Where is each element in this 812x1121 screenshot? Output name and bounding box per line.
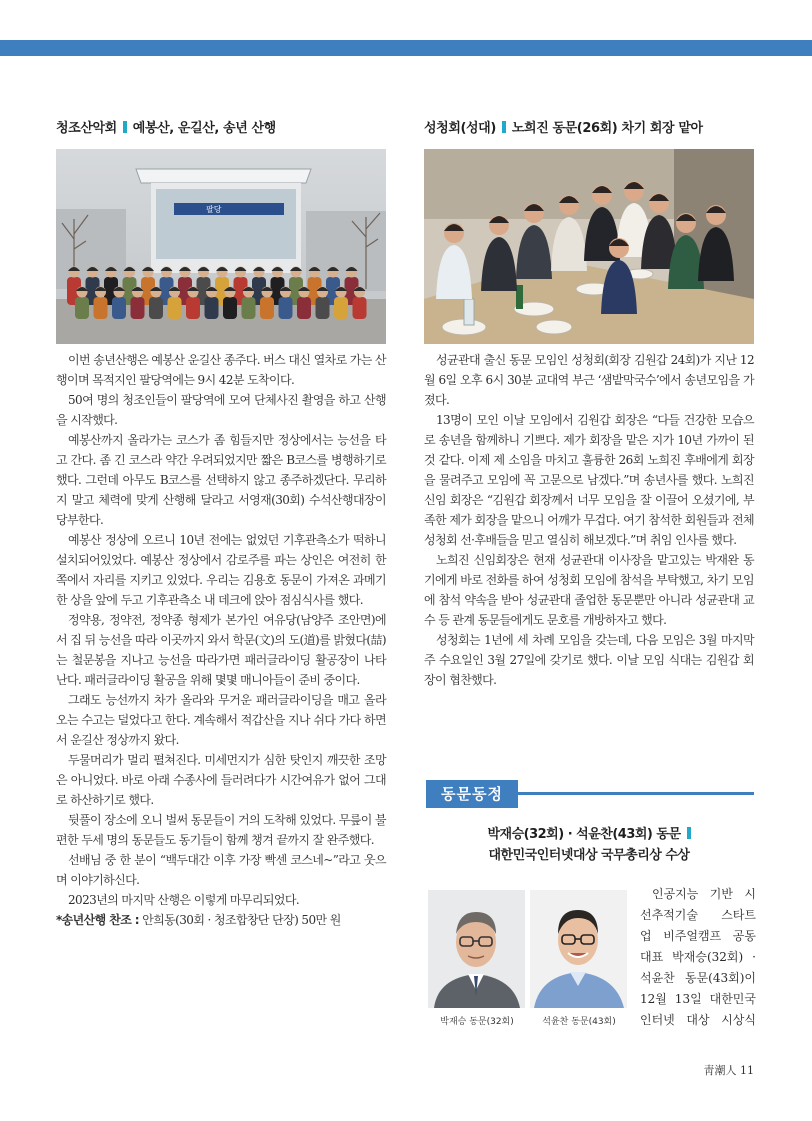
portrait-seok-yunchan xyxy=(530,890,627,1008)
paragraph: 두물머리가 멀리 펼쳐진다. 미세먼지가 심한 탓인지 깨끗한 조망은 아니었다. 바로 아래 수종사에 들러려다가 시간여유가 없어 그대로 하산하기로 했다. xyxy=(56,753,386,807)
section-rule xyxy=(518,792,754,795)
left-title: 예봉산, 운길산, 송년 산행 xyxy=(132,121,276,136)
left-group-name: 청조산악회 xyxy=(56,121,117,136)
paragraph: 13명이 모인 이날 모임에서 김원갑 회장은 “다들 건강한 모습으로 송년을 함께하니 기쁘다. 제가 회장을 맡은 지가 10년 가까이 된 것 같다. 이제 제 소임을 마치고 훌륭한 26회 노희진 후배에게 회장을 물려주고 모임에 꼭 고문으로 남겠다.”며 송년사를 했다. 노희진 신임 회장은 “김원갑 회장께서 너무 모임을 잘 이끌어 오셨기에, 부족한 제가 회장을 맡으니 어깨가 무겁다. 여기 참석한 회원들과 전체 성청회 선·후배들을 믿고 열심히 해보겠다.”며 취임 인사를 했다. xyxy=(424,413,754,547)
sponsor-note xyxy=(56,910,386,930)
restaurant-group-photo xyxy=(424,149,754,344)
alumni-news-section-header xyxy=(424,780,754,808)
paragraph: 선배님 중 한 분이 “백두대간 이후 가장 빡센 코스네~”라고 웃으며 이야기하신다. xyxy=(56,853,386,887)
news-body-line: 대표 박재승(32회) · xyxy=(640,950,756,964)
alumni-news-body xyxy=(640,884,756,1031)
paragraph: 노희진 신임회장은 현재 성균관대 이사장을 맡고있는 박재완 동기에게 바로 전화를 하여 성청회 모임에 참석을 부탁했고, 차기 모임에 참석 약속을 받아 성균관대 졸업한 동문뿐만 아니라 성균관대 교수 등 관계 동문들에게도 문호를 개방하자고 했다. xyxy=(424,553,754,627)
page-number: 靑潮人 11 xyxy=(703,1064,754,1077)
portrait-park-jaeseung xyxy=(428,890,525,1008)
right-headline xyxy=(424,118,754,140)
right-article-body xyxy=(424,350,754,690)
right-article xyxy=(424,118,754,690)
caption-park: 박재승 동문(32회) xyxy=(440,1017,514,1027)
sponsor-text: 안희동(30회 · 청조합창단 단장) 50만 원 xyxy=(138,913,341,927)
paragraph: 이번 송년산행은 예봉산 운길산 종주다. 버스 대신 열차로 가는 산행이며 목적지인 팔당역에는 9시 42분 도착이다. xyxy=(56,353,386,387)
section-label: 동문동정 xyxy=(426,780,518,808)
paragraph: 뒷풀이 장소에 오니 벌써 동문들이 거의 도착해 있었다. 무릎이 불편한 두세 명의 동문들도 동기들이 함께 챙겨 끝까지 잘 완주했다. xyxy=(56,813,386,847)
headline-marker xyxy=(687,827,691,839)
news-body-line: 인터넷 대상 시상식 xyxy=(640,1013,756,1027)
paragraph: 성균관대 출신 동문 모임인 성청회(회장 김원갑 24회)가 지난 12월 6일 오후 6시 30분 교대역 부근 ‘샘밭막국수’에서 송년모임을 가졌다. xyxy=(424,353,754,407)
left-article-body xyxy=(56,350,386,930)
top-color-bar xyxy=(0,40,812,56)
news-body-line: 업 비주얼캠프 공동 xyxy=(640,929,756,943)
paragraph: 성청회는 1년에 세 차례 모임을 갖는데, 다음 모임은 3월 마지막주 수요일인 3월 27일에 갖기로 했다. 이날 모임 식대는 김원갑 회장이 협찬했다. xyxy=(424,633,754,687)
news-body-line: 석윤찬 동문(43회)이 xyxy=(640,971,756,985)
left-article xyxy=(56,118,386,930)
news-body-line: 12월 13일 대한민국 xyxy=(640,992,756,1006)
paragraph: 2023년의 마지막 산행은 이렇게 마무리되었다. xyxy=(68,893,300,907)
paragraph: 예봉산까지 올라가는 코스가 좀 힘들지만 정상에서는 능선을 타고 간다. 좀 긴 코스라 약간 우려되었지만 짧은 B코스를 병행하기로 했다. 그런데 아무도 B코스를 선택하지 않고 종주하겠단다. 무리하지 말고 체력에 맞게 산행해 달라고 서영재(30회) 수석산행대장이 당부한다. xyxy=(56,433,386,527)
caption-seok: 석윤찬 동문(43회) xyxy=(542,1017,616,1027)
sponsor-label: *송년산행 찬조 : xyxy=(56,913,139,927)
paragraph: 정약용, 정약전, 정약종 형제가 본가인 여유당(남양주 조안면)에서 집 뒤 능선을 따라 이곳까지 와서 학문(文)의 도(道)를 밝혔다(喆)는 철문봉을 지나고 능선을 따라가면 패러글라이딩 활공장이 나타난다. 패러글라이딩 활공을 위해 몇몇 매니아들이 준비 중이다. xyxy=(56,613,386,687)
paragraph: 그래도 능선까지 차가 올라와 무거운 패러글라이딩을 매고 올라오는 수고는 덜었다고 한다. 계속해서 적갑산을 지나 쉬다 가다 하면서 운길산 정상까지 왔다. xyxy=(56,693,386,747)
headline-marker xyxy=(502,121,506,133)
station-sign-text: 팔당 xyxy=(206,205,222,214)
hiking-group-photo xyxy=(56,149,386,344)
paragraph: 예봉산 정상에 오르니 10년 전에는 없었던 기후관측소가 떡하니 설치되어있었다. 예봉산 정상에서 감로주를 파는 상인은 여전히 한쪽에서 자리를 지키고 있었다. 우리는 김용호 동문이 가져온 과메기 한 상을 앞에 두고 기후관측소 내 데크에 앉아 점심식사를 했다. xyxy=(56,533,386,607)
news-body-line: 인공지능 기반 시 xyxy=(652,887,756,901)
left-headline xyxy=(56,118,386,140)
news-title-line2: 대한민국인터넷대상 국무총리상 수상 xyxy=(488,848,690,863)
news-title-line1: 박재승(32회) · 석윤찬(43회) 동문 xyxy=(487,827,681,842)
news-body-line: 선추적기술 스타트 xyxy=(640,908,756,922)
right-group-name: 성청회(성대) xyxy=(424,121,496,136)
right-title: 노희진 동문(26회) 차기 회장 맡아 xyxy=(511,121,703,136)
alumni-news-title xyxy=(424,824,754,866)
paragraph: 50여 명의 청조인들이 팔당역에 모여 단체사진 촬영을 하고 산행을 시작했다. xyxy=(56,393,386,427)
headline-marker xyxy=(123,121,127,133)
